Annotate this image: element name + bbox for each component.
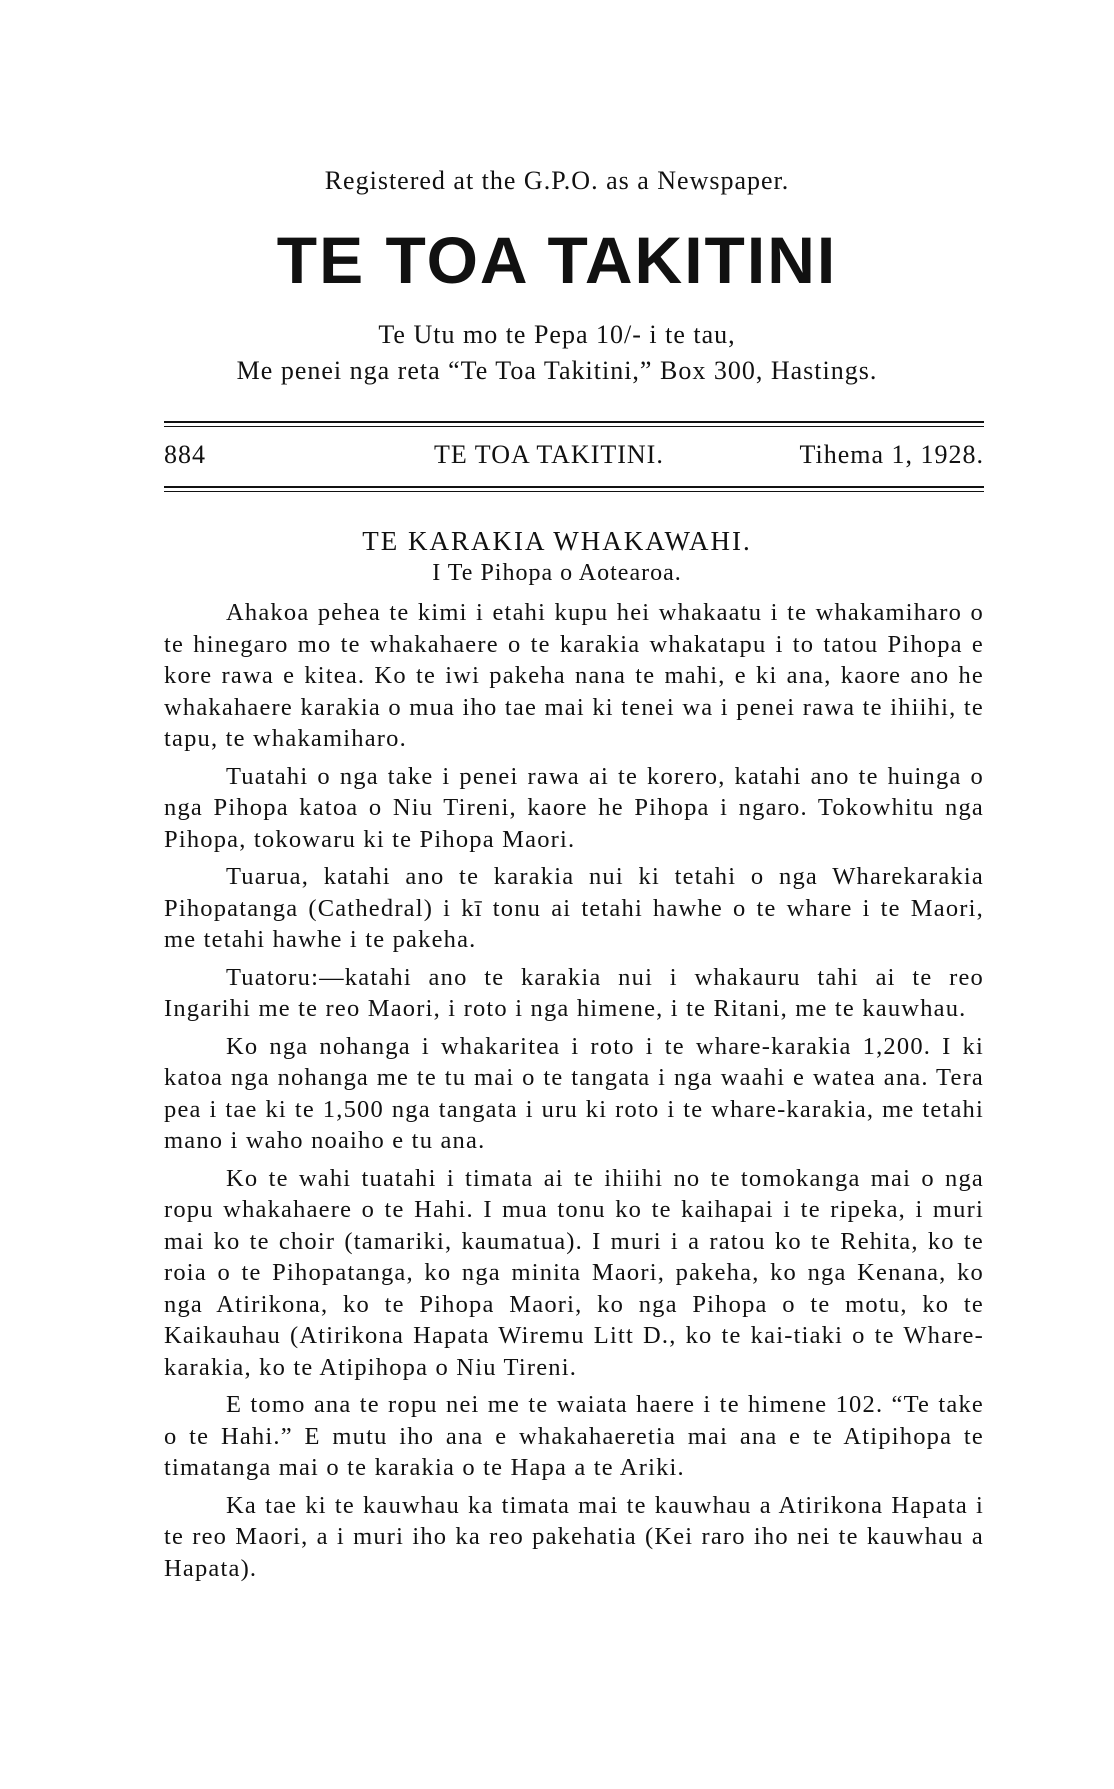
page-number: 884 (164, 440, 206, 469)
running-head (164, 440, 984, 474)
address-line: Me penei nga reta “Te Toa Takitini,” Box 300, Hastings. (236, 356, 878, 385)
article-paragraph: Ka tae ki te kauwhau ka timata mai te kauwhau a Atirikona Hapata i te reo Maori, a i muri iho ka reo pakehatia (Kei raro iho nei te kauwhau a Hapata). (164, 1491, 984, 1582)
masthead-title: TE TOA TAKITINI (276, 223, 838, 297)
registration-notice: Registered at the G.P.O. as a Newspaper. (324, 166, 790, 195)
article-body (164, 597, 984, 1590)
running-head-paper-name: TE TOA TAKITINI. (434, 440, 664, 469)
article-byline: I Te Pihopa o Aotearoa. (432, 560, 682, 586)
issue-date: Tihema 1, 1928. (799, 440, 984, 469)
header-rule-bottom-thin (164, 491, 984, 492)
article-paragraph: E tomo ana te ropu nei me te waiata haere i te himene 102. “Te take o te Hahi.” E mutu iho ana e whakahaeretia mai ana e te Atipihopa te timatanga mai o te karakia o te Hapa a te Ariki. (164, 1391, 984, 1481)
article-paragraph: Tuarua, katahi ano te karakia nui ki tetahi o nga Wharekarakia Pihopatanga (Cathedral) i kī tonu ai tetahi hawhe o te whare i te Maori, me tetahi hawhe i te pakeha. (164, 863, 984, 953)
article-title: TE KARAKIA WHAKAWAHI. (362, 526, 752, 556)
header-rule-top-thin (164, 426, 984, 427)
subscription-line: Te Utu mo te Pepa 10/- i te tau, (378, 320, 736, 349)
article-paragraph: Ko te wahi tuatahi i timata ai te ihiihi no te tomokanga mai o nga ropu whakahaere o te Hahi. I mua tonu ko te kaihapai i te ripeka, i muri mai ko te choir (tamariki, kaumatua). I muri i a ratou ko te Rehita, ko te roia o te Pihopatanga, ko nga minita Maori, pakeha, ko nga Kenana, ko nga Atirikona, ko te Pihopa Maori, ko nga Pihopa o te motu, ko te Kaikauhau (Atirikona Hapata Wiremu Litt D., ko te kai-tiaki o te Whare-karakia, ko te Atipihopa o Niu Tireni. (164, 1164, 984, 1381)
article-paragraph: Ko nga nohanga i whakaritea i roto i te whare-karakia 1,200. I ki katoa nga nohanga me te tu mai o te tangata i nga waahi e watea ana. Tera pea i tae ki te 1,500 nga tangata i uru ki roto i te whare-karakia, me tetahi mano i waho noaiho e tu ana. (164, 1032, 984, 1154)
article-paragraph: Tuatoru:—katahi ano te karakia nui i whakauru tahi ai te reo Ingarihi me te reo Maori, i roto i nga himene, i te Ritani, me te kauwhau. (164, 963, 984, 1022)
header-rule-bottom (164, 486, 984, 488)
article-paragraph: Tuatahi o nga take i penei rawa ai te korero, katahi ano te huinga o nga Pihopa katoa o Niu Tireni, kaore he Pihopa i ngaro. Tokowhitu nga Pihopa, tokowaru ki te Pihopa Maori. (164, 762, 984, 853)
article-paragraph: Ahakoa pehea te kimi i etahi kupu hei whakaatu i te whakamiharo o te hinegaro mo te whakahaere o te karakia whakatapu i to tatou Pihopa e kore rawa e kitea. Ko te iwi pakeha nana te mahi, e ki ana, kaore ano he whakahaere karakia o mua iho tae mai ki tenei wa i penei rawa te ihiihi, te tapu, te whakamiharo. (164, 599, 984, 752)
header-rule-top (164, 421, 984, 423)
